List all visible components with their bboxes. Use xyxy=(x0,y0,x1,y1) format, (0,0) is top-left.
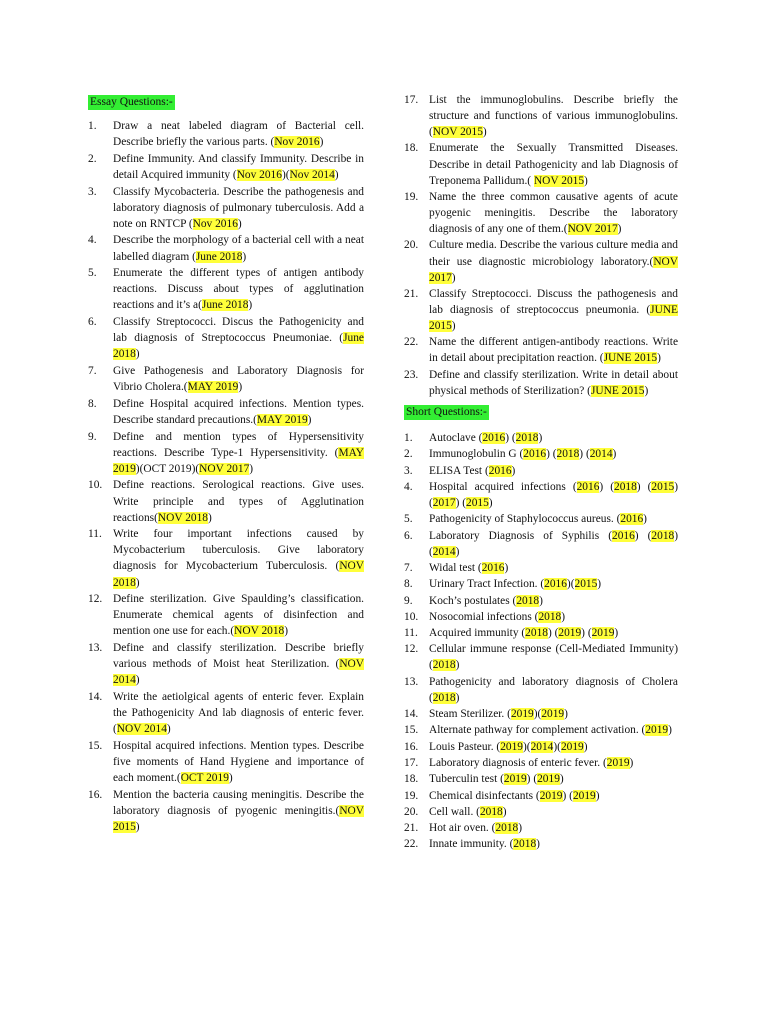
question-text: ) xyxy=(538,432,543,445)
date-highlight: NOV 2015 xyxy=(533,174,585,187)
left-column xyxy=(88,92,364,836)
short-question-item xyxy=(404,836,678,852)
date-highlight: 2018 xyxy=(515,432,539,445)
question-text: ) xyxy=(559,773,564,786)
short-question-item xyxy=(404,479,678,511)
item-number: 22. xyxy=(404,336,419,349)
date-highlight: 2018 xyxy=(432,691,456,704)
item-number: 17. xyxy=(404,94,419,106)
short-question-item xyxy=(404,593,678,609)
essay-list-part2 xyxy=(404,92,678,399)
date-highlight: 2018 xyxy=(614,480,637,493)
question-text: ) xyxy=(518,822,523,835)
question-text: ) ( xyxy=(547,627,559,640)
question-text: ) xyxy=(561,610,566,623)
question-text: Name the three common causative agents of acute pyogenic meningitis. Describe the laboratory diagnosis of any one of them.( xyxy=(429,190,678,236)
date-highlight: Nov 2016 xyxy=(192,217,238,230)
question-text: Define and mention types of Hypersensitivity reactions. Describe Type-1 Hypersensitivity. ( xyxy=(113,430,364,459)
essay-question-item xyxy=(404,367,678,399)
date-highlight: JUNE 2015 xyxy=(429,303,678,333)
question-text: Write the aetiolgical agents of enteric fever. Explain the Pathogenicity And lab diagnosis of enteric fever.( xyxy=(113,691,364,736)
essay-question-item xyxy=(88,429,364,477)
essay-question-item xyxy=(88,787,364,835)
question-text: ) xyxy=(644,384,649,397)
item-number: 18. xyxy=(404,773,419,786)
date-highlight: 2018 xyxy=(432,659,456,672)
question-text: ) xyxy=(511,464,516,477)
date-highlight: 2018 xyxy=(479,805,503,818)
essay-question-item xyxy=(88,232,364,264)
date-highlight: OCT 2019 xyxy=(180,772,229,785)
item-number: 20. xyxy=(404,805,419,818)
item-number: 7. xyxy=(88,364,97,377)
date-highlight: 2016 xyxy=(544,578,567,591)
essay-question-item xyxy=(88,184,364,232)
question-text: ) xyxy=(668,724,672,737)
essay-question-item xyxy=(88,151,364,183)
date-highlight: 2018 xyxy=(556,448,580,461)
question-text: ) xyxy=(249,462,254,475)
question-text: ) ( xyxy=(634,529,652,542)
date-highlight: NOV 2018 xyxy=(157,511,209,524)
question-text: Acquired immunity ( xyxy=(429,627,526,640)
date-highlight: 2016 xyxy=(523,448,547,461)
essay-question-item xyxy=(88,363,364,395)
item-number: 18. xyxy=(404,142,419,155)
date-highlight: 2014 xyxy=(530,740,554,753)
question-text: ) xyxy=(502,805,507,818)
essay-question-item xyxy=(88,265,364,313)
item-number: 14. xyxy=(404,708,419,721)
question-text: ) xyxy=(597,578,602,591)
essay-question-item xyxy=(88,591,364,639)
question-text: ) xyxy=(284,625,289,638)
date-highlight: 2015 xyxy=(466,497,489,510)
date-highlight: June 2018 xyxy=(113,332,364,361)
question-text: ) xyxy=(612,448,617,461)
question-text: Classify Mycobacteria. Describe the pathogenesis and laboratory diagnosis of pulmonary tuberculosis. Add a note on RNTCP ( xyxy=(113,185,364,230)
date-highlight: Nov 2016 xyxy=(274,136,320,149)
item-number: 9. xyxy=(88,430,97,443)
date-highlight: 2018 xyxy=(516,594,540,607)
item-number: 1. xyxy=(404,432,413,445)
question-text: ) xyxy=(248,299,253,312)
question-text: ) xyxy=(166,723,171,736)
question-text: Pathogenicity of Staphylococcus aureus. ( xyxy=(429,513,621,526)
date-highlight: NOV 2017 xyxy=(429,255,678,284)
date-highlight: NOV 2015 xyxy=(113,804,364,833)
essay-question-item xyxy=(88,689,364,737)
essay-question-item xyxy=(88,477,364,525)
date-highlight: 2019 xyxy=(591,627,615,640)
date-highlight: NOV 2017 xyxy=(199,462,250,475)
question-text: Cell wall. ( xyxy=(429,805,480,818)
question-text: ) xyxy=(334,168,339,181)
date-highlight: 2016 xyxy=(612,529,635,542)
item-number: 3. xyxy=(404,464,413,477)
question-text: Laboratory diagnosis of enteric fever. ( xyxy=(429,756,607,769)
short-question-item xyxy=(404,446,678,462)
date-highlight: NOV 2014 xyxy=(116,723,167,736)
date-highlight: 2019 xyxy=(645,724,669,737)
date-highlight: 2017 xyxy=(432,497,456,510)
date-highlight: 2018 xyxy=(538,610,562,623)
question-text: ) ( xyxy=(581,627,592,640)
date-highlight: 2019 xyxy=(539,789,563,802)
date-highlight: 2015 xyxy=(574,578,598,591)
short-question-item xyxy=(404,528,678,560)
question-text: ) ( xyxy=(636,480,652,493)
question-text: Koch’s postulates ( xyxy=(429,594,517,607)
question-text: ) xyxy=(629,756,634,769)
question-text: ELISA Test ( xyxy=(429,464,489,477)
essay-question-item xyxy=(404,189,678,237)
essay-question-item xyxy=(88,526,364,590)
question-text: ) xyxy=(135,348,140,361)
item-number: 3. xyxy=(88,185,97,198)
question-text: ) xyxy=(614,627,619,640)
item-number: 21. xyxy=(404,287,419,300)
essay-question-item xyxy=(404,92,678,140)
item-number: 15. xyxy=(88,739,103,752)
essay-question-item xyxy=(88,738,364,786)
date-highlight: JUNE 2015 xyxy=(603,352,658,365)
right-column xyxy=(404,92,678,853)
item-number: 5. xyxy=(88,267,97,280)
short-questions-list xyxy=(404,430,678,852)
question-text: ) ( xyxy=(455,497,467,510)
item-number: 8. xyxy=(404,578,413,591)
question-text: Define and classify sterilization. Describe briefly various methods of Moist heat Sterilization. ( xyxy=(113,642,364,671)
date-highlight: NOV 2018 xyxy=(234,625,285,638)
item-number: 12. xyxy=(404,643,419,656)
item-number: 9. xyxy=(404,594,413,607)
item-number: 7. xyxy=(404,561,413,574)
essay-question-item xyxy=(88,314,364,362)
item-number: 11. xyxy=(88,528,102,541)
date-highlight: NOV 2015 xyxy=(432,126,483,139)
short-question-item xyxy=(404,609,678,625)
question-text: ) xyxy=(237,217,242,230)
essay-question-item xyxy=(88,118,364,150)
question-text: )( xyxy=(281,168,290,181)
question-text: Define and classify sterilization. Write in detail about physical methods of Sterilization? ( xyxy=(429,368,678,397)
question-text: Describe the morphology of a bacterial cell with a neat labelled diagram ( xyxy=(113,234,364,263)
question-text: )( xyxy=(553,740,561,753)
date-highlight: 2019 xyxy=(500,740,523,753)
short-question-item xyxy=(404,511,678,527)
date-highlight: 2019 xyxy=(537,773,560,786)
item-number: 10. xyxy=(88,479,103,492)
short-question-item xyxy=(404,820,678,836)
date-highlight: Nov 2016 xyxy=(236,168,282,181)
item-number: 14. xyxy=(88,691,103,703)
question-text: ) xyxy=(536,838,540,851)
date-highlight: 2016 xyxy=(481,561,505,574)
question-text: )( xyxy=(533,708,542,721)
short-question-item xyxy=(404,739,678,755)
question-text: Define reactions. Serological reactions. Give uses. Write principle and types of Agglutination reactions( xyxy=(113,479,364,524)
question-text: Laboratory Diagnosis of Syphilis ( xyxy=(429,529,612,542)
question-text: Classify Streptococci. Discus the Pathogenicity and lab diagnosis of Streptococcus Pneumoniae. ( xyxy=(113,316,364,345)
question-text: Pathogenicity and laboratory diagnosis of Cholera ( xyxy=(429,675,678,704)
question-text: ) xyxy=(135,576,140,589)
short-question-item xyxy=(404,804,678,820)
item-number: 11. xyxy=(404,627,418,640)
date-highlight: JUNE 2015 xyxy=(590,384,645,397)
question-text: Name the different antigen-antibody reactions. Write in detail about precipitation reaction. ( xyxy=(429,336,678,365)
item-number: 4. xyxy=(88,234,97,247)
question-text: ) xyxy=(504,561,509,574)
question-text: ) xyxy=(307,413,312,426)
question-text: ) ( xyxy=(579,448,590,461)
question-text: ) xyxy=(451,320,456,333)
question-text: Enumerate the different types of antigen antibody reactions. Discuss about types of agglutination reactions and it’s a( xyxy=(113,267,364,312)
date-highlight: 2019 xyxy=(541,708,565,721)
question-text: )(OCT 2019)( xyxy=(135,462,200,475)
short-question-item xyxy=(404,641,678,673)
short-question-item xyxy=(404,560,678,576)
question-text: Define sterilization. Give Spaulding’s classification. Enumerate chemical agents of disinfection and mention one use for each.( xyxy=(113,593,364,638)
item-number: 5. xyxy=(404,513,413,526)
short-question-item xyxy=(404,706,678,722)
item-number: 20. xyxy=(404,239,419,252)
question-text: Hot air oven. ( xyxy=(429,822,496,835)
question-text: Innate immunity. ( xyxy=(429,838,514,851)
short-question-item xyxy=(404,430,678,446)
question-text: Louis Pasteur. ( xyxy=(429,740,501,753)
date-highlight: MAY 2019 xyxy=(187,381,239,394)
date-highlight: June 2018 xyxy=(195,250,243,263)
item-number: 1. xyxy=(88,120,97,132)
question-text: Nosocomial infections ( xyxy=(429,610,539,623)
question-text: Hospital acquired infections ( xyxy=(429,480,577,493)
question-text: ) xyxy=(228,772,233,785)
date-highlight: June 2018 xyxy=(201,299,249,312)
date-highlight: 2019 xyxy=(560,740,584,753)
date-highlight: 2019 xyxy=(606,756,630,769)
question-text: ) xyxy=(488,497,493,510)
question-text: Steam Sterilizer. ( xyxy=(429,708,511,721)
date-highlight: 2016 xyxy=(620,513,644,526)
question-text: Cellular immune response (Cell-Mediated Immunity) ( xyxy=(429,643,678,672)
question-text: Mention the bacteria causing meningitis. Describe the laboratory diagnosis of pyogenic meningitis.( xyxy=(113,788,364,817)
item-number: 4. xyxy=(404,480,413,493)
question-text: ) xyxy=(564,708,568,721)
essay-question-item xyxy=(88,640,364,688)
question-text: ) xyxy=(319,136,324,149)
item-number: 13. xyxy=(88,642,103,655)
date-highlight: 2019 xyxy=(572,789,596,802)
date-highlight: 2018 xyxy=(525,627,548,640)
item-number: 2. xyxy=(404,448,413,461)
date-highlight: 2018 xyxy=(495,822,519,835)
question-text: Culture media. Describe the various culture media and their use diagnostic microbiology laboratory.( xyxy=(429,239,678,268)
item-number: 19. xyxy=(404,789,419,802)
question-text: ) xyxy=(482,126,487,139)
essay-question-item xyxy=(88,396,364,428)
short-question-item xyxy=(404,625,678,641)
question-text: Autoclave ( xyxy=(429,432,483,445)
question-text: ) xyxy=(583,740,588,753)
question-text: ) xyxy=(657,352,661,365)
date-highlight: 2015 xyxy=(651,480,675,493)
question-text: ) xyxy=(584,174,588,187)
essay-questions-heading: Essay Questions:- xyxy=(90,96,173,108)
question-text: ) xyxy=(238,381,243,394)
question-text: ) xyxy=(643,513,647,526)
short-question-item xyxy=(404,771,678,787)
item-number: 23. xyxy=(404,368,419,381)
date-highlight: 2019 xyxy=(558,627,582,640)
item-number: 6. xyxy=(404,529,413,542)
question-text: ) xyxy=(595,789,600,802)
item-number: 2. xyxy=(88,152,97,165)
date-highlight: 2018 xyxy=(513,838,537,851)
item-number: 10. xyxy=(404,610,419,623)
question-text: Urinary Tract Infection. ( xyxy=(429,578,545,591)
question-text: Write four important infections caused by Mycobacterium tuberculosis. Give laboratory diagnosis for Mycobacterium Tuberculosis. ( xyxy=(113,528,364,573)
short-questions-heading: Short Questions:- xyxy=(406,406,487,419)
question-text: ) xyxy=(455,691,460,704)
question-text: ) ( xyxy=(505,432,516,445)
question-text: ) ( xyxy=(546,448,557,461)
essay-question-item xyxy=(404,286,678,334)
question-text: ) xyxy=(242,250,247,263)
item-number: 13. xyxy=(404,675,419,688)
date-highlight: 2014 xyxy=(589,448,613,461)
date-highlight: NOV 2018 xyxy=(113,560,364,589)
question-text: ) xyxy=(539,594,543,607)
short-question-item xyxy=(404,722,678,738)
question-text: ) ( xyxy=(562,789,573,802)
question-text: ) xyxy=(451,271,456,284)
item-number: 6. xyxy=(88,316,97,329)
short-question-item xyxy=(404,755,678,771)
question-text: Enumerate the Sexually Transmitted Diseases. Describe in detail Pathogenicity and lab Diagnosis of Treponema Pallidum.( xyxy=(429,142,678,187)
question-text: ) xyxy=(135,820,140,833)
question-text: List the immunoglobulins. Describe briefly the structure and functions of various immunoglobulins.( xyxy=(429,94,678,139)
question-text: Define Immunity. And classify Immunity. Describe in detail Acquired immunity ( xyxy=(113,152,364,181)
question-text: Tuberculin test ( xyxy=(429,773,504,786)
question-text: ) ( xyxy=(429,529,678,558)
question-text: ) xyxy=(455,659,460,672)
essay-list-part1 xyxy=(88,118,364,835)
question-text: ) xyxy=(135,674,140,687)
date-highlight: Nov 2014 xyxy=(289,168,335,181)
date-highlight: MAY 2019 xyxy=(113,446,364,475)
short-question-item xyxy=(404,788,678,804)
question-text: Hospital acquired infections. Mention types. Describe five moments of Hand Hygiene and importance of each moment.( xyxy=(113,739,364,785)
date-highlight: 2016 xyxy=(576,480,600,493)
date-highlight: 2016 xyxy=(482,432,506,445)
date-highlight: 2019 xyxy=(510,708,534,721)
question-text: ) ( xyxy=(599,480,615,493)
question-text: )( xyxy=(522,740,531,753)
date-highlight: 2014 xyxy=(432,545,456,558)
question-text: ) ( xyxy=(526,773,538,786)
question-text: Classify Streptococci. Discuss the pathogenesis and lab diagnosis of streptococcus pneumonia. ( xyxy=(429,287,678,316)
date-highlight: 2016 xyxy=(488,464,512,477)
question-text: ) xyxy=(208,511,212,524)
question-text: Draw a neat labeled diagram of Bacterial cell. Describe briefly the various parts. ( xyxy=(113,120,364,149)
item-number: 21. xyxy=(404,822,419,835)
essay-question-item xyxy=(404,237,678,285)
short-question-item xyxy=(404,463,678,479)
question-text: ) xyxy=(455,545,460,558)
short-question-item xyxy=(404,674,678,706)
date-highlight: NOV 2017 xyxy=(567,223,618,236)
short-question-item xyxy=(404,576,678,592)
item-number: 16. xyxy=(88,788,103,801)
item-number: 8. xyxy=(88,397,97,410)
question-text: Widal test ( xyxy=(429,561,482,574)
question-text: Alternate pathway for complement activation. ( xyxy=(429,724,646,737)
item-number: 17. xyxy=(404,756,419,769)
date-highlight: NOV 2014 xyxy=(113,658,364,687)
item-number: 16. xyxy=(404,740,419,753)
date-highlight: 2019 xyxy=(503,773,527,786)
item-number: 15. xyxy=(404,724,419,737)
essay-question-item xyxy=(404,140,678,188)
item-number: 22. xyxy=(404,838,419,851)
question-text: Chemical disinfectants ( xyxy=(429,789,540,802)
question-text: )( xyxy=(566,578,575,591)
question-text: Give Pathogenesis and Laboratory Diagnosis for Vibrio Cholera.( xyxy=(113,364,364,394)
date-highlight: MAY 2019 xyxy=(256,413,308,426)
question-text: ) xyxy=(617,223,622,236)
question-text: ) ( xyxy=(429,480,678,510)
item-number: 12. xyxy=(88,593,103,606)
question-text: Immunoglobulin G ( xyxy=(429,448,524,461)
question-text: Define Hospital acquired infections. Mention types. Describe standard precautions.( xyxy=(113,397,364,426)
essay-question-item xyxy=(404,334,678,366)
date-highlight: 2018 xyxy=(651,529,675,542)
item-number: 19. xyxy=(404,190,419,203)
